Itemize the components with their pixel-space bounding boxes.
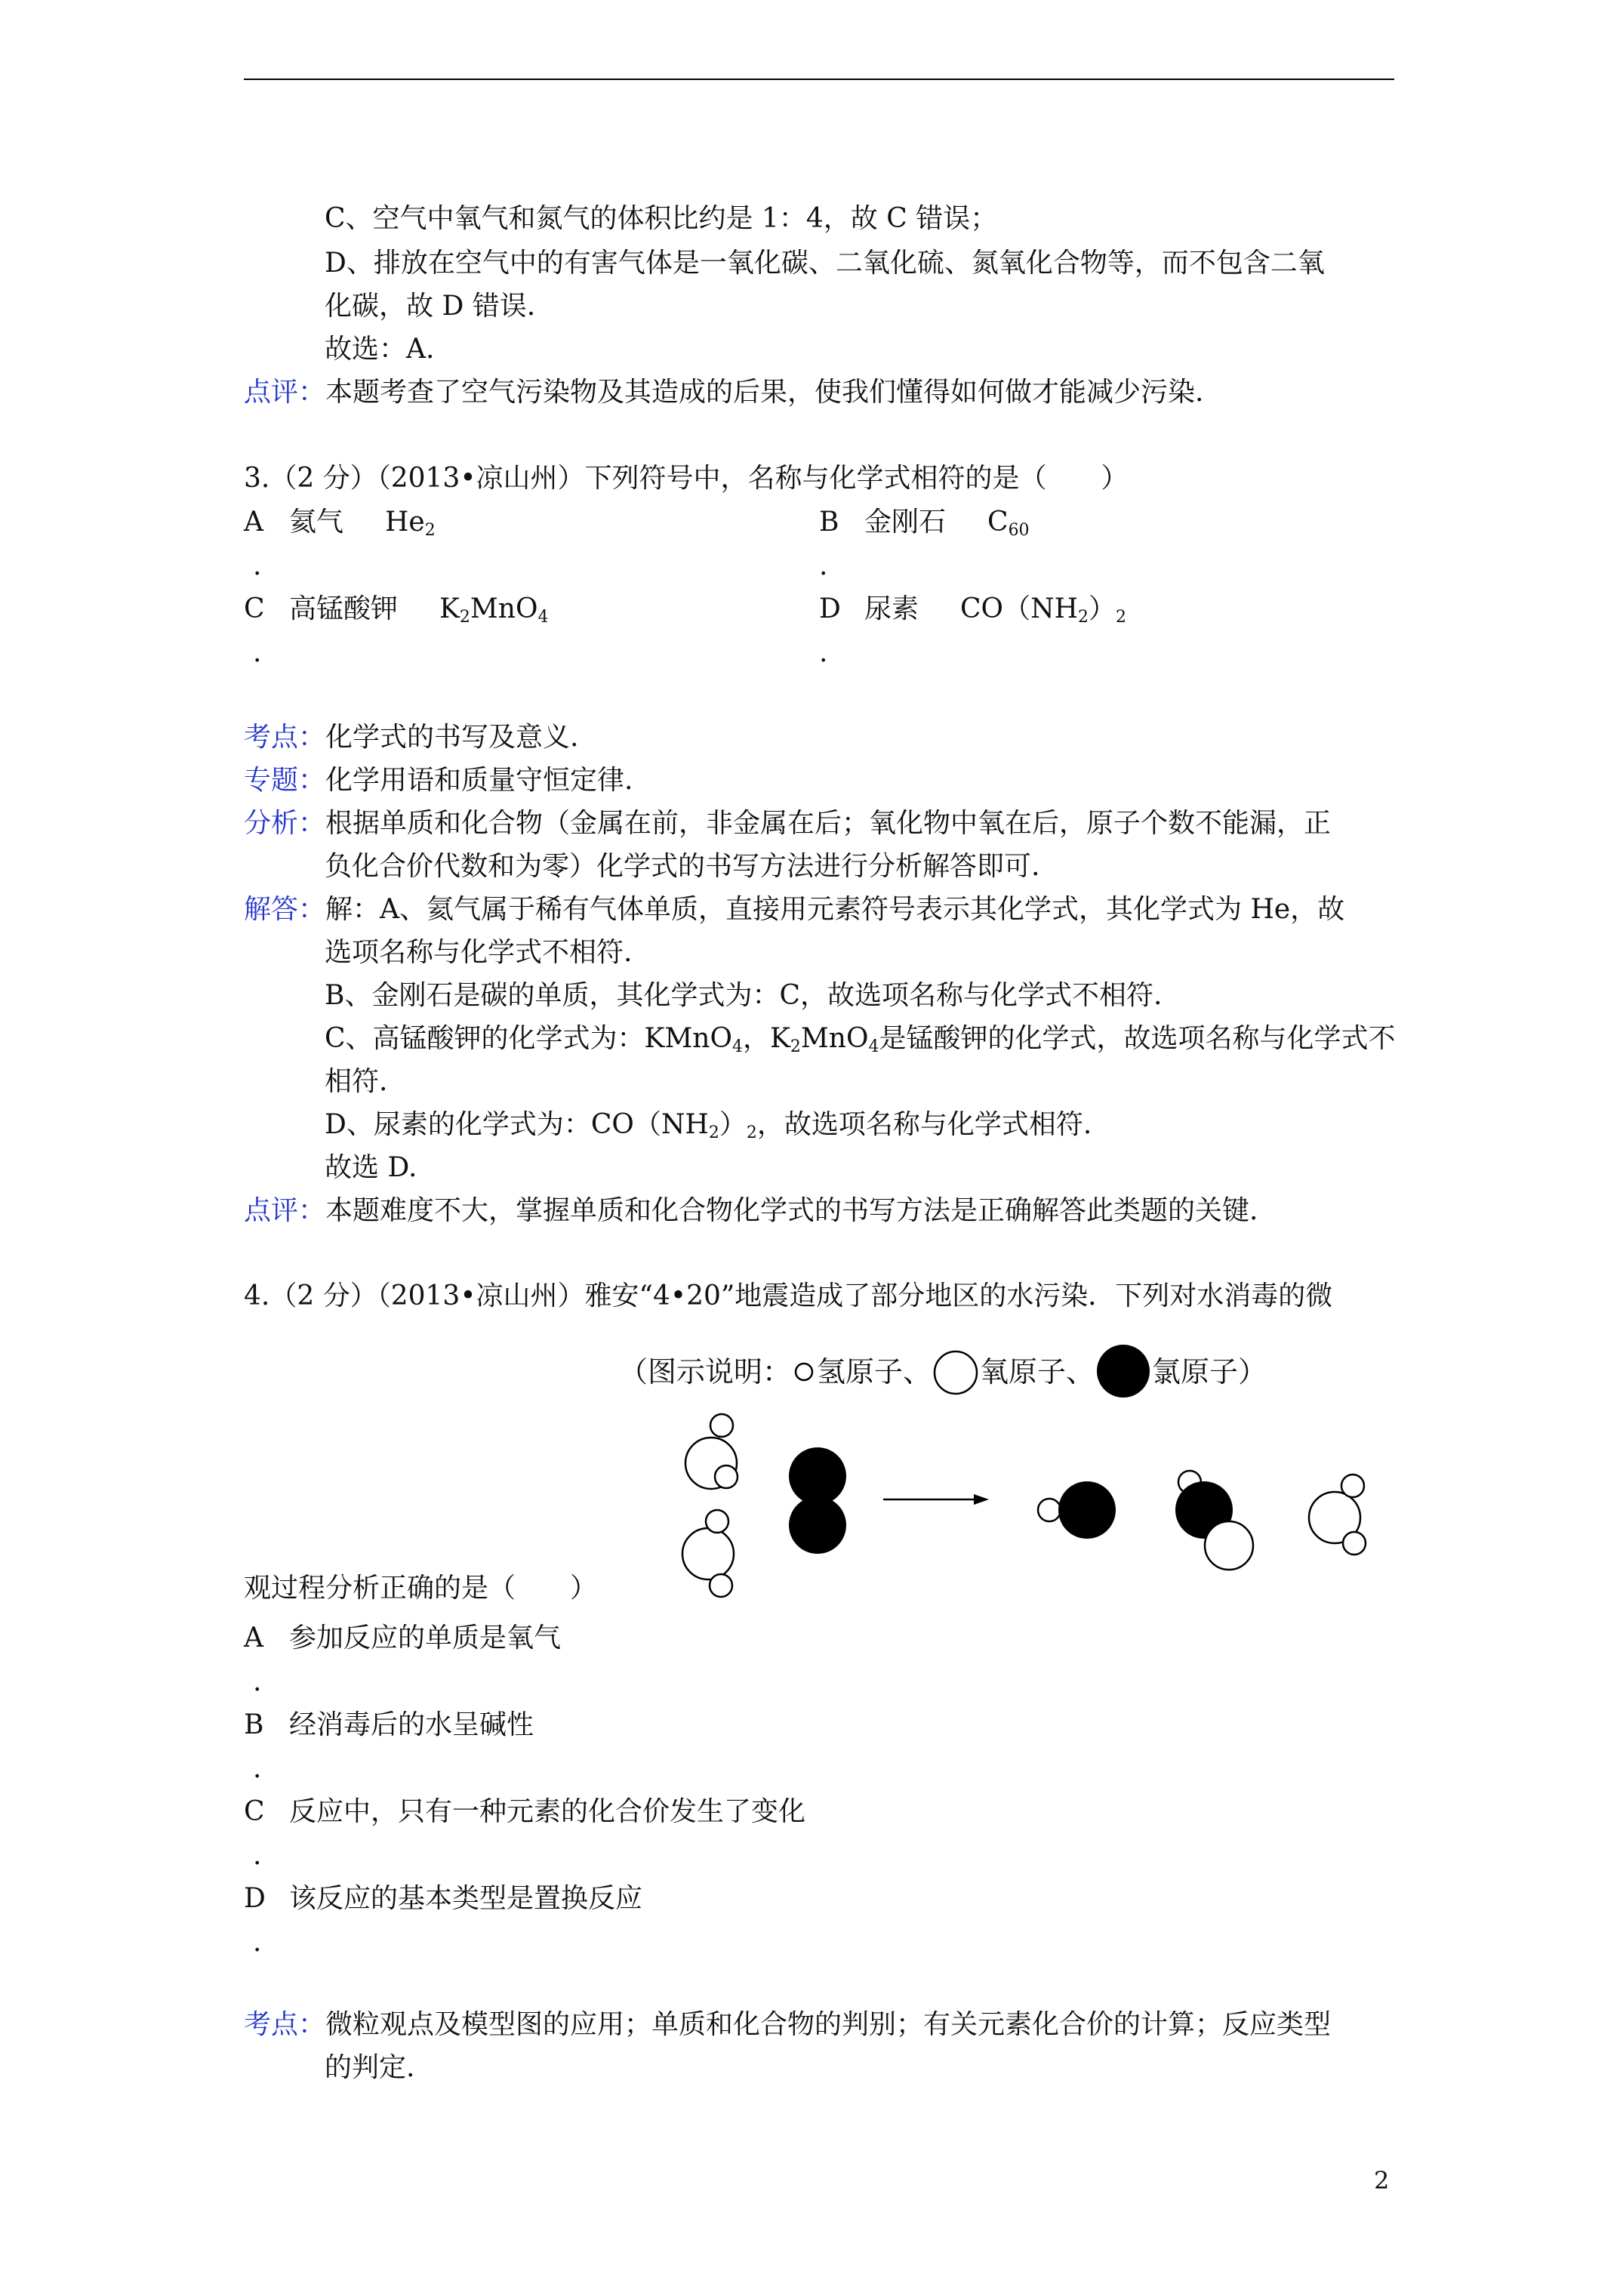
q3-option-c-dot: . <box>253 637 262 668</box>
q3-option-d-dot: . <box>819 637 828 668</box>
page-number: 2 <box>1374 2166 1390 2195</box>
q4-stem-line1: 4.（2 分）（2013•凉山州）雅安“4•20”地震造成了部分地区的水污染．下列对水消毒的微 <box>244 1281 1333 1311</box>
q3-stem: 3.（2 分）（2013•凉山州）下列符号中，名称与化学式相符的是（ ） <box>244 463 1129 494</box>
q3-knowledge-point: 考点：化学式的书写及意义. <box>244 722 579 753</box>
water-molecule-icon <box>682 1510 734 1597</box>
q4-option-b-dot: . <box>253 1753 262 1784</box>
q2-analysis-d-line2: 化碳，故 D 错误. <box>325 291 536 322</box>
q3-answer-line1: 解答：解：A、氦气属于稀有气体单质，直接用元素符号表示其化学式，其化学式为 He，故 <box>244 894 1345 925</box>
q3-selection: 故选 D. <box>325 1152 417 1183</box>
q3-option-d: D 尿素 $CO(NH_2)_2$ <box>819 593 1126 627</box>
q4-legend: （图示说明： 氢原子、 氧原子、 氯原子） <box>619 1342 1267 1400</box>
q4-option-b: B 经消毒后的水呈碱性 <box>244 1709 534 1740</box>
comment-label: 点评： <box>244 377 326 408</box>
q3-analysis-line2: 负化合价代数和为零）化学式的书写方法进行分析解答即可. <box>325 851 1040 882</box>
water-molecule-icon <box>685 1414 738 1489</box>
q3-option-b: B 金刚石 $C_{60}$ <box>819 507 1030 540</box>
reaction-arrow-icon <box>883 1494 989 1505</box>
hydrogen-chloride-molecule-icon <box>1038 1481 1116 1539</box>
chlorine-atom-icon <box>1095 1342 1152 1400</box>
q4-option-c-dot: . <box>253 1840 262 1871</box>
q4-option-c: C 反应中，只有一种元素的化合价发生了变化 <box>244 1796 806 1827</box>
q3-analysis-line1: 分析：根据单质和化合物（金属在前，非金属在后；氧化物中氧在后，原子个数不能漏，正 <box>244 808 1332 839</box>
q3-option-a-dot: . <box>253 550 262 581</box>
q3-comment: 点评：本题难度不大，掌握单质和化合物化学式的书写方法是正确解答此类题的关键. <box>244 1195 1258 1226</box>
q4-option-d: D 该反应的基本类型是置换反应 <box>244 1883 643 1914</box>
q3-option-a: A 氦气 $He_2$ <box>244 507 436 540</box>
q2-comment: 点评：本题考查了空气污染物及其造成的后果，使我们懂得如何做才能减少污染. <box>244 377 1204 408</box>
q2-analysis-c: C、空气中氧气和氮气的体积比约是 1：4，故 C 错误； <box>325 203 998 234</box>
q4-option-a-dot: . <box>253 1666 262 1697</box>
chlorine-molecule-icon <box>789 1447 846 1554</box>
header-rule <box>244 79 1394 80</box>
q3-topic: 专题：化学用语和质量守恒定律. <box>244 765 633 796</box>
q3-answer-b: B、金刚石是碳的单质，其化学式为：C，故选项名称与化学式不相符. <box>325 980 1163 1011</box>
q4-knowledge-point-line2: 的判定. <box>325 2052 415 2083</box>
hydrogen-atom-icon <box>791 1359 817 1385</box>
q3-answer-c-line2: 相符. <box>325 1066 388 1097</box>
q3-option-b-dot: . <box>819 550 828 581</box>
q4-knowledge-point-line1: 考点：微粒观点及模型图的应用；单质和化合物的判别；有关元素化合价的计算；反应类型 <box>244 2009 1332 2040</box>
q3-answer-line2: 选项名称与化学式不相符. <box>325 937 633 968</box>
water-molecule-icon <box>1309 1475 1366 1555</box>
oxygen-atom-icon <box>932 1348 980 1397</box>
q4-stem-line2: 观过程分析正确的是（ ） <box>244 1573 598 1604</box>
q3-answer-d: D、尿素的化学式为：$CO(NH_2)_2$，故选项名称与化学式相符. <box>325 1109 1092 1142</box>
q3-answer-c: C、高锰酸钾的化学式为：KMnO$_4$，$K_2MnO_4$是锰酸钾的化学式，故选项名称与化学式不 <box>325 1023 1396 1056</box>
q2-selection: 故选：A. <box>325 334 435 365</box>
hypochlorous-acid-molecule-icon <box>1175 1471 1253 1570</box>
q3-option-c: C 高锰酸钾 $K_2MnO_4$ <box>244 593 549 627</box>
q2-analysis-d-line1: D、排放在空气中的有害气体是一氧化碳、二氧化硫、氮氧化合物等，而不包含二氧 <box>325 248 1325 279</box>
q4-option-d-dot: . <box>253 1927 262 1958</box>
q4-option-a: A 参加反应的单质是氧气 <box>244 1623 562 1653</box>
reaction-diagram <box>619 1397 1381 1653</box>
